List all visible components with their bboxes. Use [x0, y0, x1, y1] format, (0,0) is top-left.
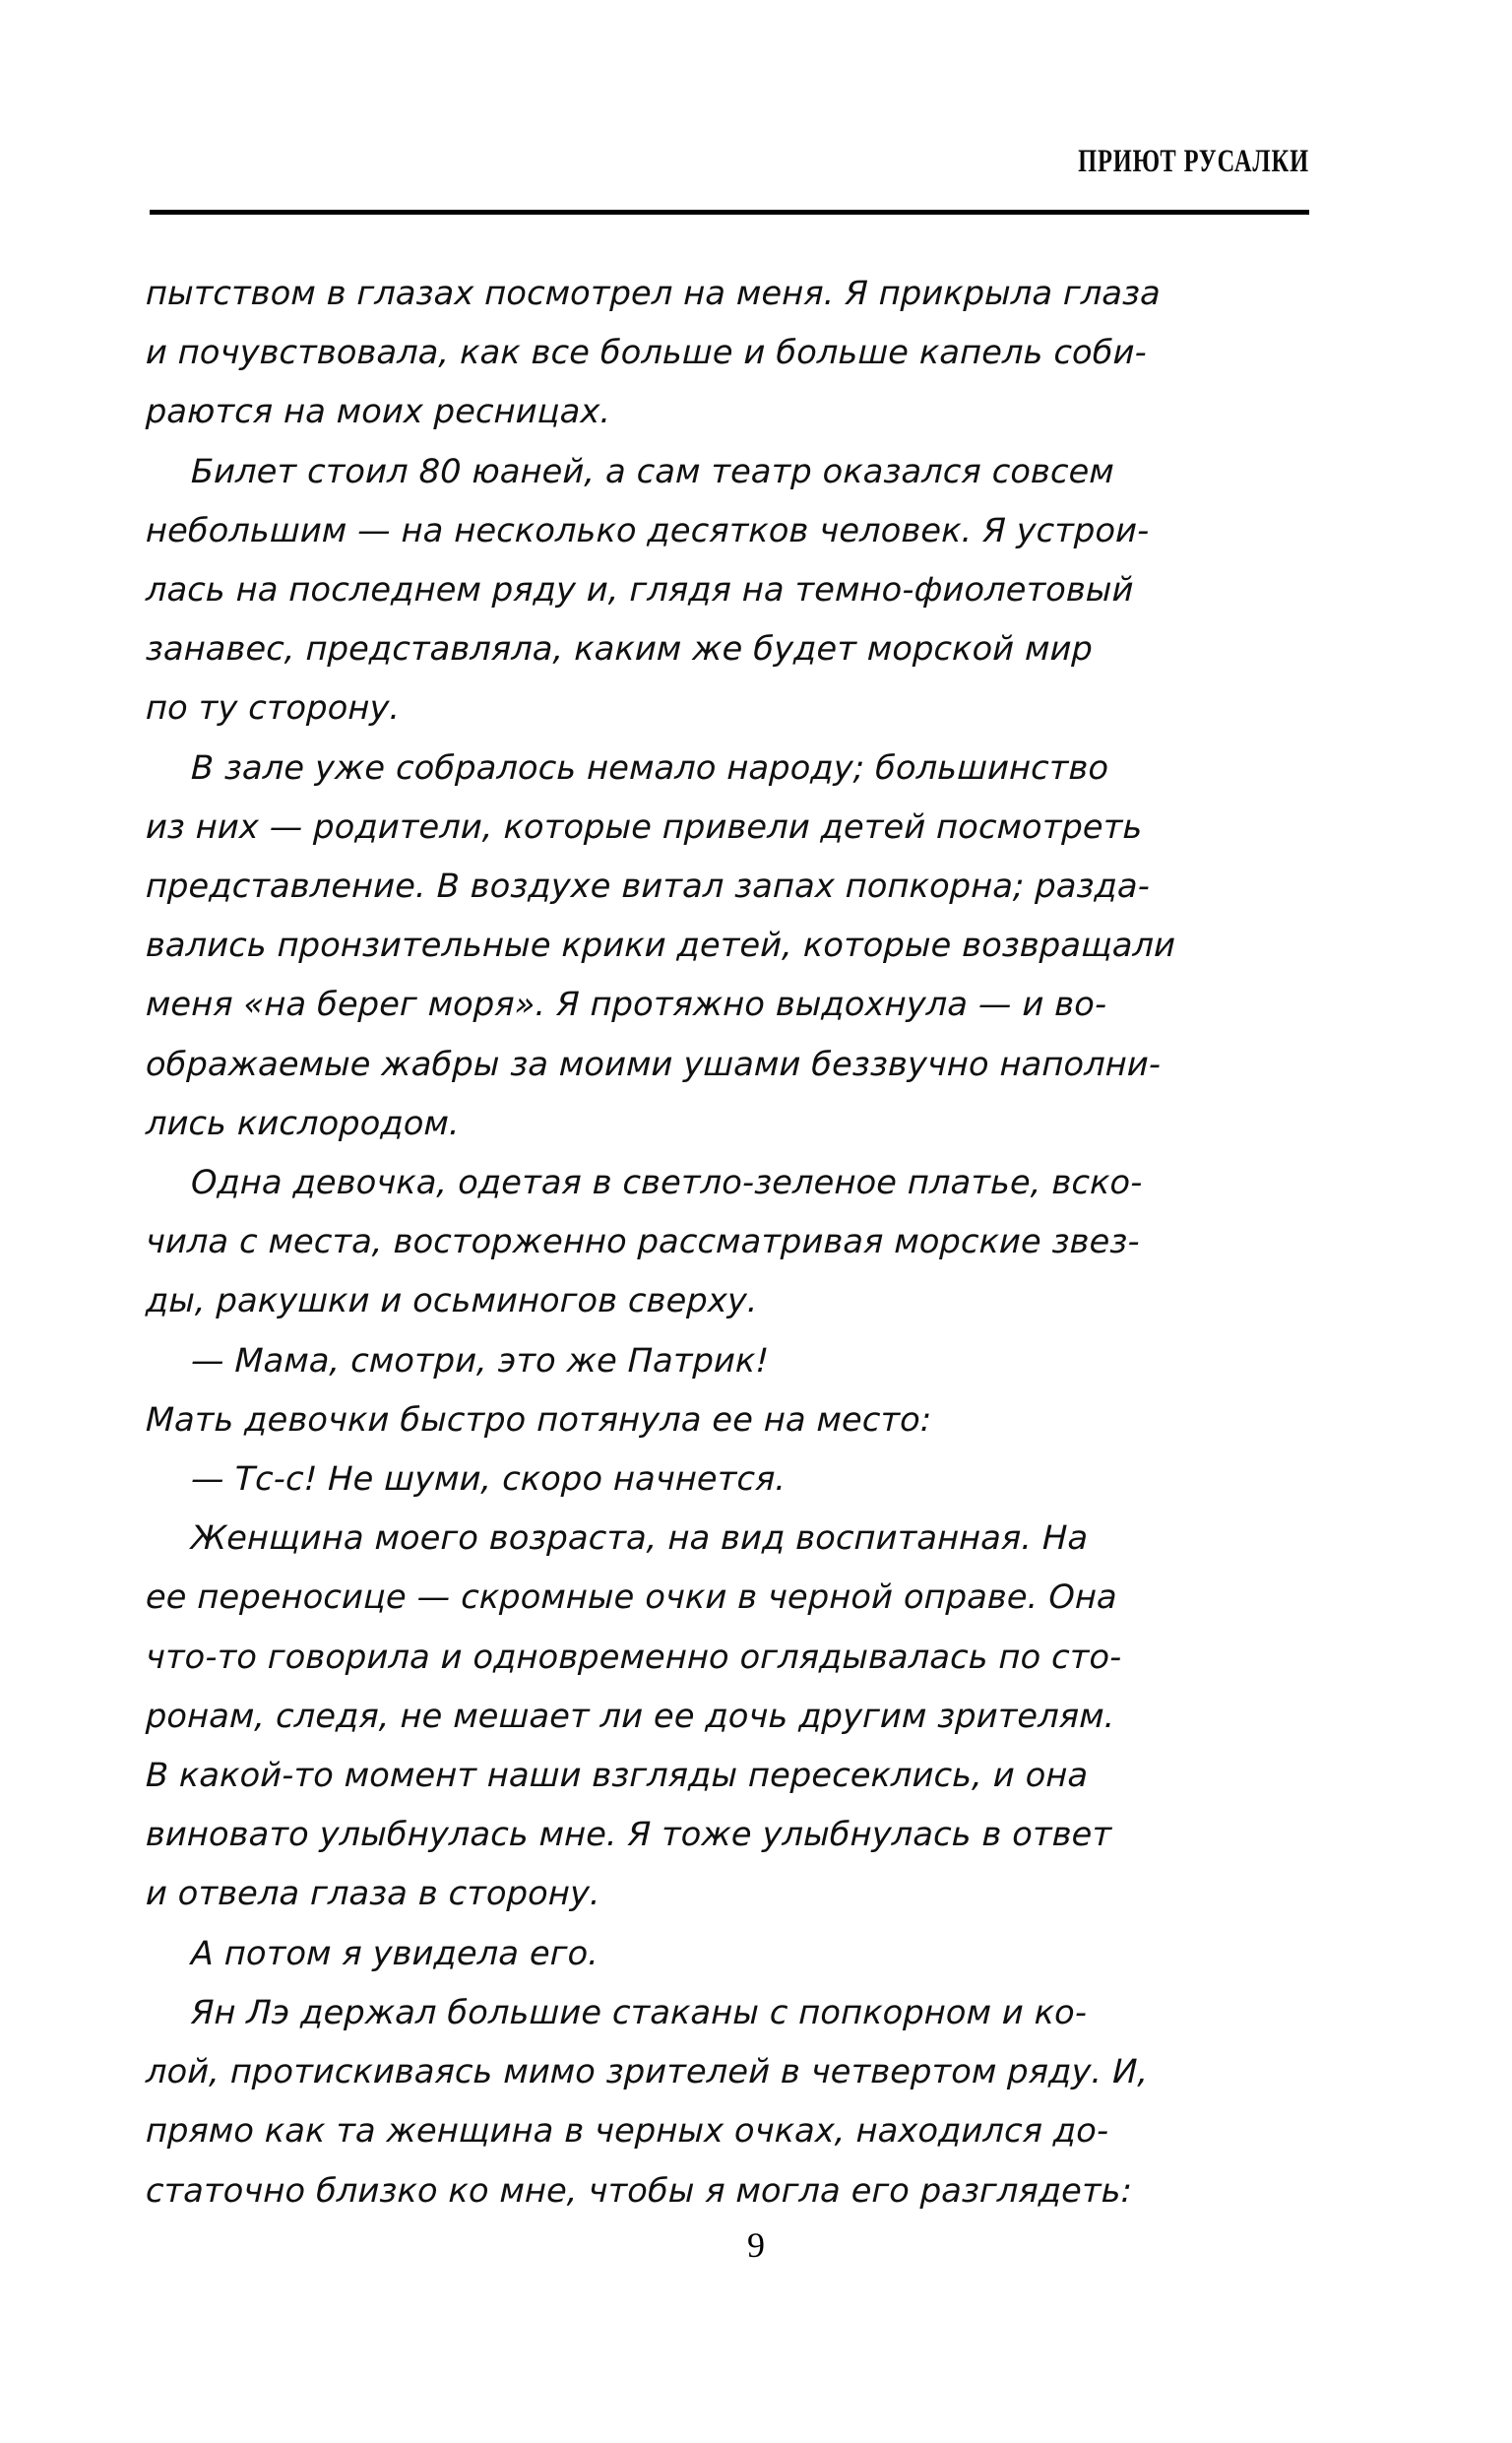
body-line: раются на моих ресницах.	[145, 392, 611, 431]
body-line: Ян Лэ держал большие стаканы с попкорном и ко-	[190, 1992, 1088, 2031]
body-line: — Мама, смотри, это же Патрик!	[190, 1340, 770, 1380]
page-number: 9	[747, 2225, 765, 2265]
body-line: статочно близко ко мне, чтобы я могла его разглядеть:	[145, 2170, 1133, 2210]
body-line: представление. В воздухе витал запах попкорна; разда-	[145, 867, 1151, 906]
body-line: лись кислородом.	[145, 1103, 461, 1142]
body-line: занавес, представляла, каким же будет морской мир	[145, 629, 1094, 669]
body-line: прямо как та женщина в черных очках, находился до-	[145, 2111, 1109, 2151]
body-line: ды, ракушки и осьминогов сверху.	[145, 1281, 759, 1320]
body-line: небольшим — на несколько десятков человек. Я устрои-	[145, 510, 1151, 549]
body-line: Билет стоил 80 юаней, а сам театр оказался совсем	[190, 451, 1115, 490]
body-line: ронам, следя, не мешает ли ее дочь другим зрителям.	[145, 1696, 1116, 1735]
page-body-text	[145, 264, 1176, 2220]
body-line: ображаемые жабры за моими ушами беззвучно наполни-	[145, 1044, 1162, 1083]
body-line: В зале уже собралось немало народу; большинство	[190, 747, 1109, 787]
running-header-title: ПРИЮТ РУСАЛКИ	[1078, 144, 1309, 179]
body-line: и почувствовала, как все больше и больше капель соби-	[145, 333, 1148, 372]
body-line: меня «на берег моря». Я протяжно выдохнула — и во-	[145, 985, 1107, 1024]
body-line: Одна девочка, одетая в светло-зеленое платье, вско-	[190, 1163, 1144, 1202]
body-line: Мать девочки быстро потянула ее на место:	[145, 1399, 932, 1439]
body-line: и отвела глаза в сторону.	[145, 1874, 601, 1913]
body-line: лась на последнем ряду и, глядя на темно-фиолетовый	[145, 570, 1135, 610]
body-line: из них — родители, которые привели детей посмотреть	[145, 806, 1143, 846]
body-line: — Тс-с! Не шуми, скоро начнется.	[190, 1459, 787, 1499]
body-line: по ту сторону.	[145, 688, 401, 728]
body-line: Женщина моего возраста, на вид воспитанная. На	[190, 1518, 1089, 1558]
body-line: пытством в глазах посмотрел на меня. Я прикрыла глаза	[145, 274, 1162, 312]
body-line: виновато улыбнулась мне. Я тоже улыбнулась в ответ	[145, 1815, 1112, 1854]
body-line: что-то говорила и одновременно оглядывалась по сто-	[145, 1637, 1123, 1676]
body-line: лой, протискиваясь мимо зрителей в четвертом ряду. И,	[145, 2052, 1149, 2091]
header-divider-rule	[150, 210, 1309, 215]
body-line: А потом я увидела его.	[190, 1933, 599, 1972]
body-line: В какой-то момент наши взгляды пересеклись, и она	[145, 1756, 1089, 1795]
body-line: чила с места, восторженно рассматривая морские звез-	[145, 1222, 1141, 1261]
body-line: ее переносице — скромные очки в черной оправе. Она	[145, 1577, 1118, 1617]
body-line: вались пронзительные крики детей, которые возвращали	[145, 926, 1176, 965]
